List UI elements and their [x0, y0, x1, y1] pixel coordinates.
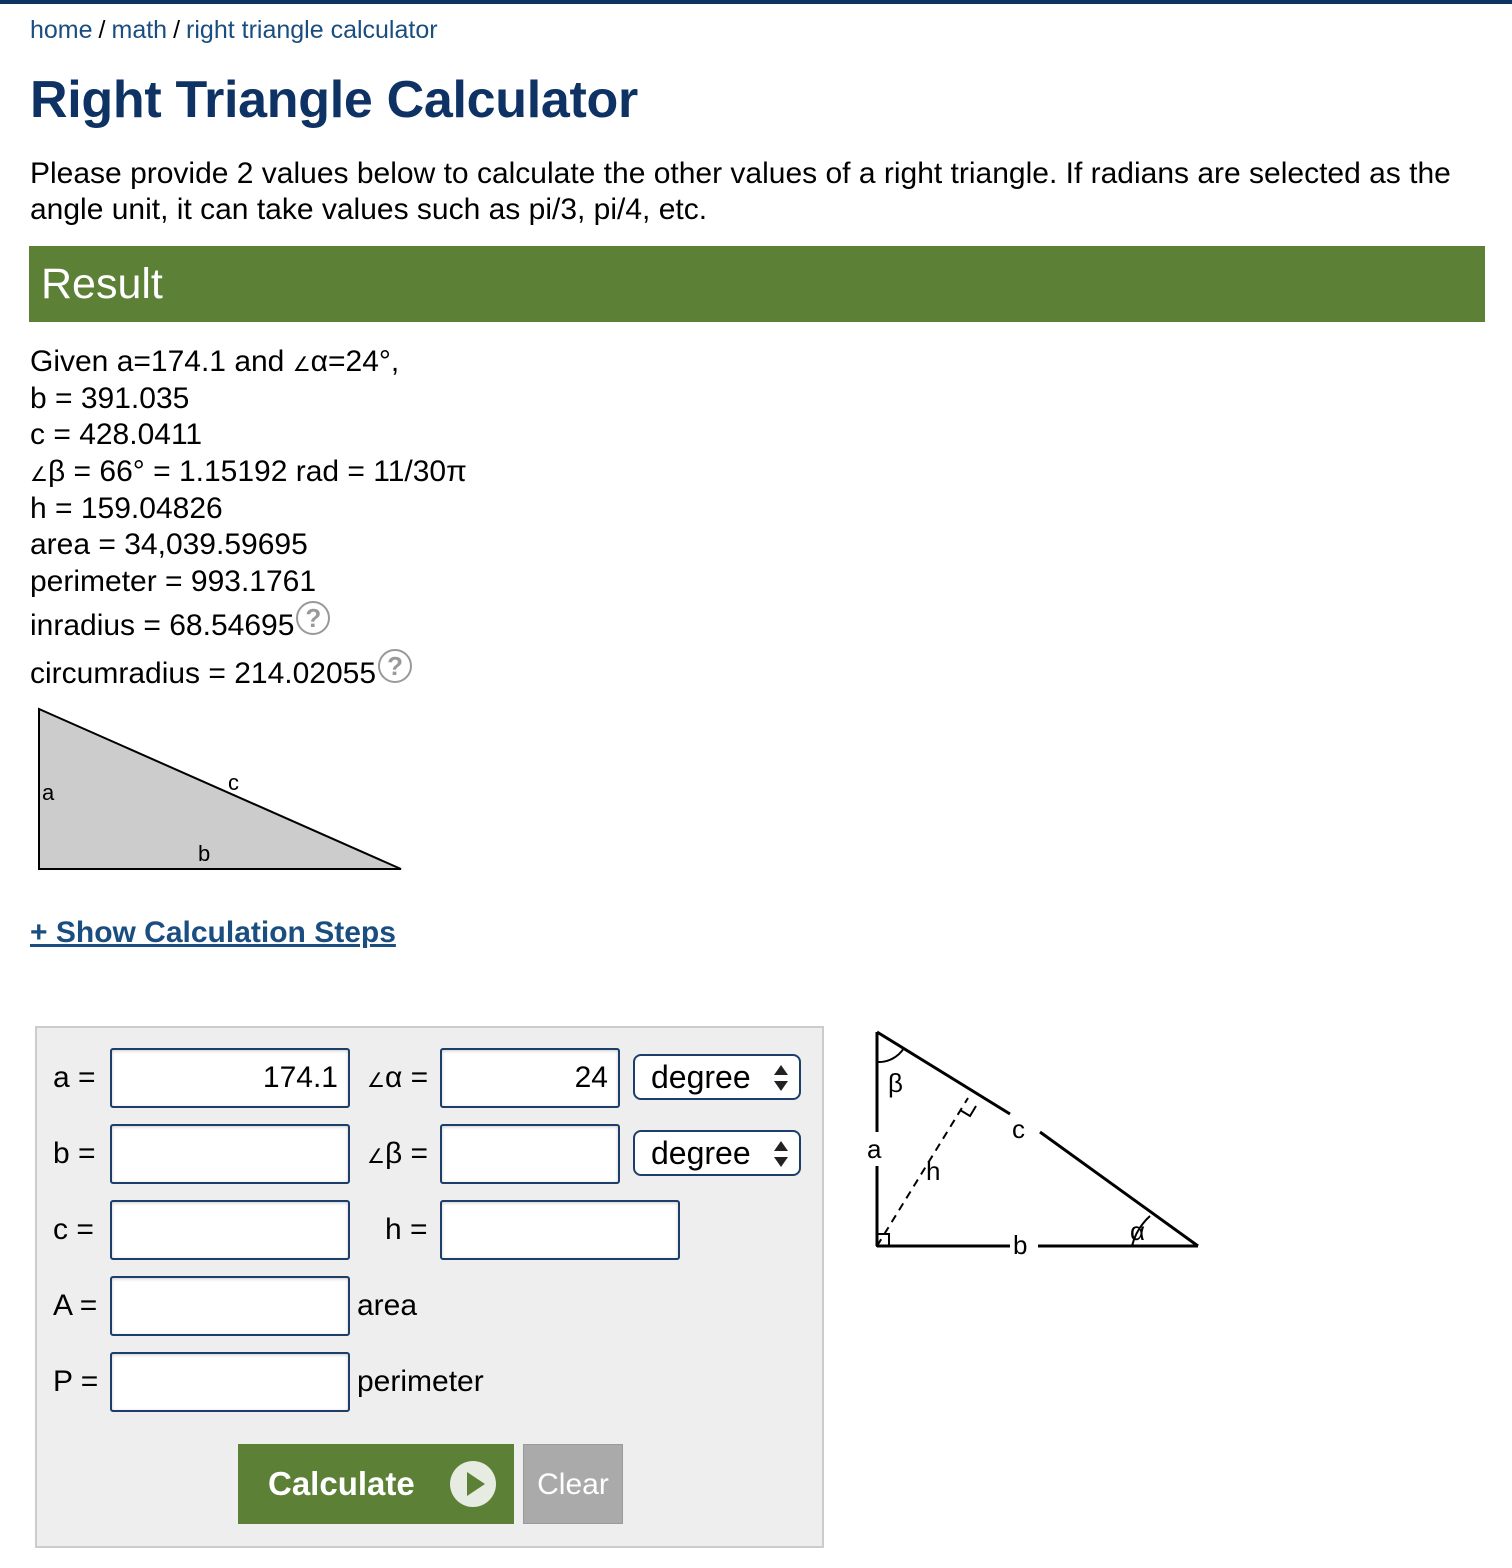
h-label: h = — [385, 1213, 428, 1246]
breadcrumb-current-link[interactable]: right triangle calculator — [186, 16, 438, 44]
alpha-unit-select[interactable] — [633, 1054, 801, 1100]
perimeter-description: perimeter — [357, 1365, 484, 1398]
result-triangle-shape — [39, 709, 401, 869]
beta-arc — [877, 1048, 904, 1062]
result-beta — [30, 454, 467, 491]
show-calculation-steps-link[interactable]: + Show Calculation Steps — [30, 916, 396, 949]
result-heading: Result — [29, 246, 1485, 322]
perimeter-input[interactable] — [110, 1352, 350, 1412]
calculator-form — [35, 1026, 824, 1548]
result-beta-text: β = 66° = 1.15192 rad = 11/30π — [47, 455, 467, 489]
play-icon — [450, 1461, 496, 1507]
side-c-lower — [1040, 1132, 1198, 1246]
result-c: c = 428.0411 — [30, 418, 203, 452]
angle-icon: ∠ — [292, 354, 311, 376]
beta-unit-value: degree — [651, 1135, 751, 1171]
result-b: b = 391.035 — [30, 381, 190, 415]
result-given — [30, 344, 467, 381]
select-arrows-icon — [773, 1064, 789, 1092]
result-h: h = 159.04826 — [30, 491, 223, 525]
beta-label — [367, 1124, 428, 1187]
calculate-label: Calculate — [268, 1465, 415, 1502]
breadcrumb — [30, 16, 438, 45]
area-input[interactable] — [110, 1276, 350, 1336]
angle-icon: ∠ — [367, 1070, 385, 1092]
result-triangle-diagram — [36, 704, 408, 874]
area-label: A = — [53, 1289, 98, 1322]
perimeter-label: P = — [53, 1365, 99, 1398]
result-perimeter: perimeter = 993.1761 — [30, 565, 317, 599]
result-inradius — [30, 601, 467, 649]
b-input[interactable] — [110, 1124, 350, 1184]
alpha-label-text: α = — [384, 1061, 429, 1094]
help-icon[interactable]: ? — [296, 601, 330, 635]
clear-button[interactable]: Clear — [523, 1444, 623, 1524]
c-label: c = — [53, 1213, 94, 1246]
beta-input[interactable] — [440, 1124, 620, 1184]
breadcrumb-math-link[interactable]: math — [111, 16, 168, 44]
alpha-input[interactable] — [440, 1048, 620, 1108]
diagram-label-alpha: α — [1130, 1216, 1146, 1246]
result-given-prefix: Given a=174.1 and — [30, 345, 293, 378]
page-title: Right Triangle Calculator — [30, 71, 638, 129]
result-triangle-label-a: a — [42, 780, 55, 805]
diagram-label-c: c — [1012, 1114, 1025, 1144]
beta-unit-select[interactable] — [633, 1130, 801, 1176]
a-input[interactable] — [110, 1048, 350, 1108]
reference-triangle-diagram — [860, 1020, 1210, 1260]
angle-icon: ∠ — [367, 1146, 385, 1168]
area-description: area — [357, 1289, 418, 1322]
diagram-label-beta: β — [888, 1068, 903, 1098]
result-inradius-text: inradius = 68.54695 — [30, 608, 295, 642]
result-circumradius-text: circumradius = 214.02055 — [30, 656, 377, 690]
h-input[interactable] — [440, 1200, 680, 1260]
angle-icon: ∠ — [30, 464, 48, 487]
a-label: a = — [53, 1061, 96, 1094]
result-circumradius — [30, 649, 467, 697]
altitude-h — [877, 1098, 968, 1246]
breadcrumb-separator: / — [98, 16, 106, 44]
c-input[interactable] — [110, 1200, 350, 1260]
intro-text: Please provide 2 values below to calculate the other values of a right triangle. If radians are selected as the angle unit, it can take values such as pi/3, pi/4, etc. — [30, 157, 1451, 226]
beta-label-text: β = — [384, 1137, 429, 1170]
help-icon[interactable]: ? — [378, 649, 412, 683]
altitude-right-angle-marker — [960, 1106, 976, 1116]
result-given-alpha: α=24°, — [310, 345, 400, 378]
result-triangle-label-b: b — [198, 841, 211, 866]
result-area: area = 34,039.59695 — [30, 528, 308, 562]
result-lines — [30, 344, 467, 697]
diagram-label-a: a — [867, 1134, 882, 1164]
breadcrumb-home-link[interactable]: home — [30, 16, 93, 44]
result-triangle-label-c: c — [228, 770, 239, 795]
select-arrows-icon — [773, 1140, 789, 1168]
alpha-label — [367, 1048, 428, 1111]
diagram-label-b: b — [1013, 1230, 1028, 1260]
breadcrumb-separator: / — [173, 16, 181, 44]
alpha-unit-value: degree — [651, 1059, 751, 1095]
calculate-button[interactable] — [238, 1444, 514, 1524]
diagram-label-h: h — [926, 1156, 941, 1186]
b-label: b = — [53, 1137, 96, 1170]
